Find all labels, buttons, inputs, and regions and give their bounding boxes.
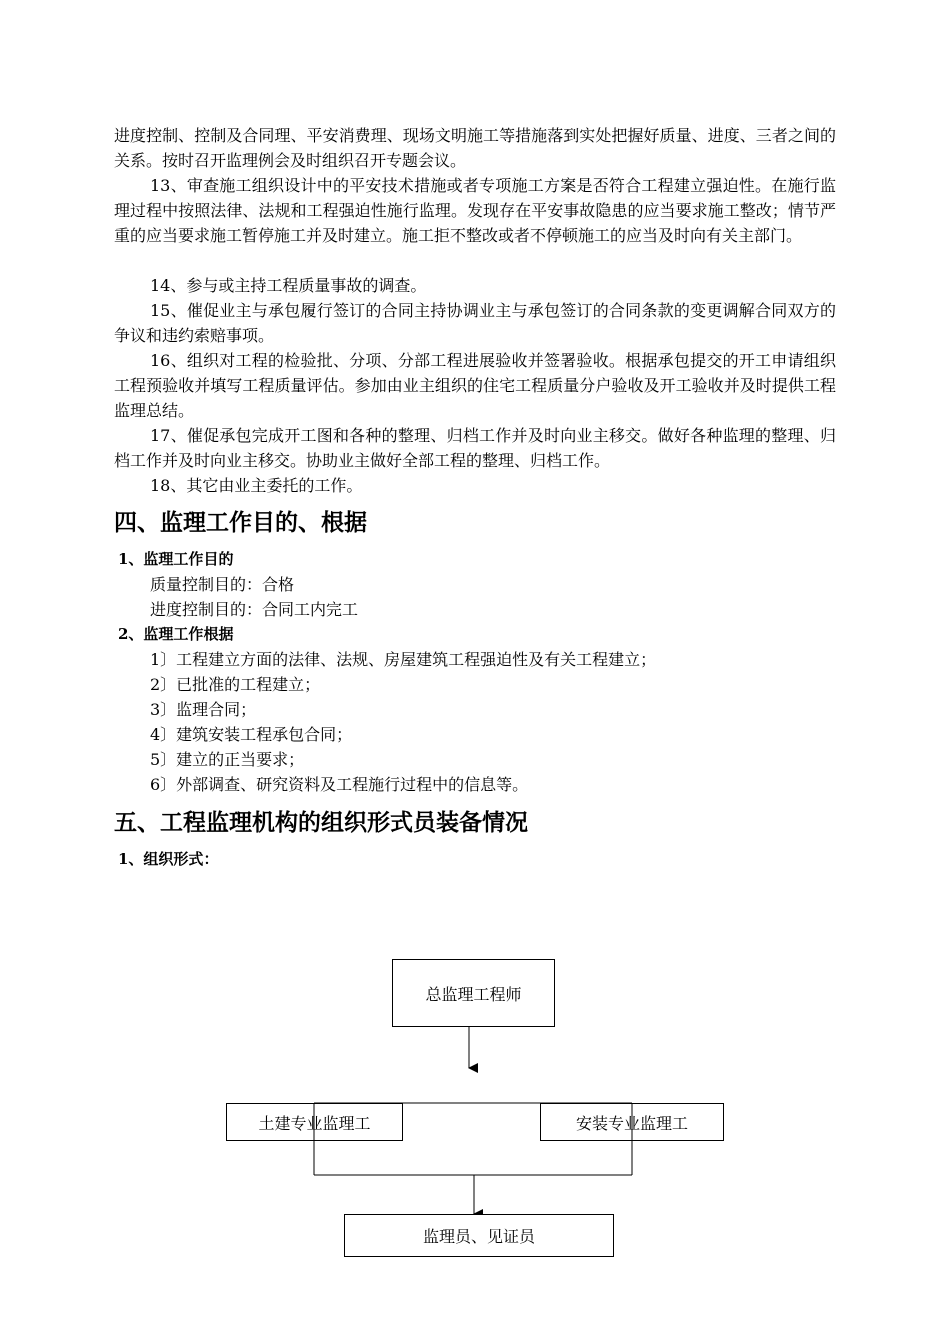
basis-item: 2〕已批准的工程建立； [150,675,321,694]
section-4-heading: 四、监理工作目的、根据 [114,510,367,536]
org-box-label: 土建专业监理工 [258,1113,371,1133]
section-4-subheading-basis: 2、监理工作根据 [118,625,234,643]
paragraph-progress-control: 进度控制、控制及合同理、平安消费理、现场文明施工等措施落到实处把握好质量、进度、三者之间的关系。按时召开监理例会及时组织召开专题会议。 [114,126,836,170]
basis-item: 3〕监理合同； [150,700,257,719]
paragraph-item-18: 18、其它由业主委托的工作。 [150,476,363,495]
paragraph-item-14: 14、参与或主持工程质量事故的调查。 [150,276,427,295]
quality-objective: 质量控制目的：合格 [150,575,295,594]
org-box-label: 安装专业监理工 [575,1113,688,1133]
org-box-chief-engineer [392,959,555,1027]
paragraph-item-15: 15、催促业主与承包履行签订的合同主持协调业主与承包签订的合同条款的变更调解合同双方的争议和违约索赔事项。 [114,301,836,345]
section-5-subheading-form: 1、组织形式： [118,850,219,868]
org-box-civil-engineer [226,1103,403,1141]
schedule-objective: 进度控制目的：合同工内完工 [150,600,359,619]
section-5-heading: 五、工程监理机构的组织形式员装备情况 [114,810,528,836]
paragraph-item-17: 17、催促承包完成开工图和各种的整理、归档工作并及时向业主移交。做好各种监理的整理、归档工作并及时向业主移交。协助业主做好全部工程的整理、归档工作。 [114,426,836,470]
paragraph-item-16: 16、组织对工程的检验批、分项、分部工程进展验收并签署验收。根据承包提交的开工申请组织工程预验收并填写工程质量评估。参加由业主组织的住宅工程质量分户验收及开工验收并及时提供工程监理总结。 [114,351,836,420]
org-box-label: 总监理工程师 [425,984,522,1004]
org-box-supervisors-witnesses [344,1214,614,1257]
org-box-installation-engineer [540,1103,724,1141]
basis-item: 4〕建筑安装工程承包合同； [150,725,353,744]
basis-item: 1〕工程建立方面的法律、法规、房屋建筑工程强迫性及有关工程建立； [150,650,657,669]
basis-item: 5〕建立的正当要求； [150,750,305,769]
basis-item: 6〕外部调查、研究资料及工程施行过程中的信息等。 [150,775,529,794]
paragraph-item-13: 13、审查施工组织设计中的平安技术措施或者专项施工方案是否符合工程建立强迫性。在施行监理过程中按照法律、法规和工程强迫性施行监理。发现存在平安事故隐患的应当要求施工整改；情节严重的应当要求施工暂停施工并及时建立。施工拒不整改或者不停顿施工的应当及时向有关主部门。 [114,176,836,245]
section-4-subheading-objectives: 1、监理工作目的 [118,550,234,568]
org-box-label: 监理员、见证员 [422,1227,535,1246]
